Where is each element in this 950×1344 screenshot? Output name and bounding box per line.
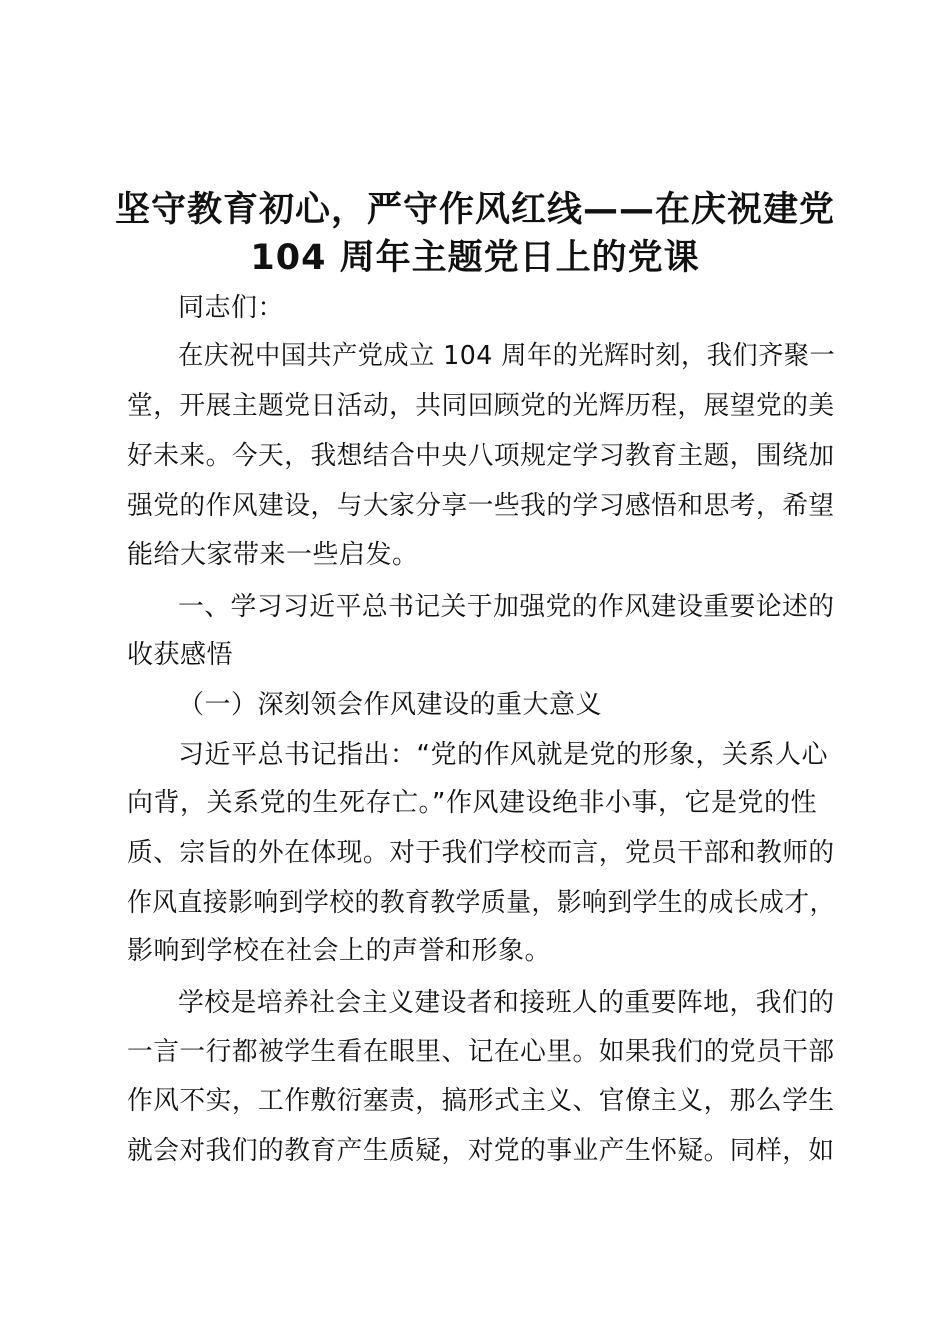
subsection-heading-1: （一）深刻领会作风建设的重大意义 xyxy=(178,690,603,720)
salutation: 同志们： xyxy=(178,293,285,323)
paragraph-1-line-3: 好未来。今天，我想结合中央八项规定学习教育主题，围绕加 xyxy=(127,441,835,471)
paragraph-1-line-4: 强党的作风建设，与大家分享一些我的学习感悟和思考，希望 xyxy=(127,491,835,521)
document-title-line-2: 104 周年主题党日上的党课 xyxy=(250,238,700,278)
paragraph-2-line-1: 习近平总书记指出：“党的作风就是党的形象，关系人心 xyxy=(178,740,828,770)
document-title-line-1: 坚守教育初心，严守作风红线——在庆祝建党 xyxy=(114,190,835,230)
paragraph-2-line-3: 质、宗旨的外在体现。对于我们学校而言，党员干部和教师的 xyxy=(127,838,835,868)
section-heading-1-line-1: 一、学习习近平总书记关于加强党的作风建设重要论述的 xyxy=(178,592,835,622)
paragraph-3-line-2: 一言一行都被学生看在眼里、记在心里。如果我们的党员干部 xyxy=(127,1037,835,1067)
paragraph-1-line-5: 能给大家带来一些启发。 xyxy=(127,540,419,570)
paragraph-1-line-2: 堂，开展主题党日活动，共同回顾党的光辉历程，展望党的美 xyxy=(127,391,835,421)
paragraph-2-line-2: 向背，关系党的生死存亡。”作风建设绝非小事，它是党的性 xyxy=(127,788,817,818)
paragraph-3-line-1: 学校是培养社会主义建设者和接班人的重要阵地，我们的 xyxy=(178,988,835,1018)
paragraph-2-line-5: 影响到学校在社会上的声誉和形象。 xyxy=(127,936,552,966)
paragraph-3-line-4: 就会对我们的教育产生质疑，对党的事业产生怀疑。同样，如 xyxy=(127,1136,835,1166)
paragraph-3-line-3: 作风不实，工作敷衍塞责，搞形式主义、官僚主义，那么学生 xyxy=(127,1086,835,1116)
paragraph-1-line-1: 在庆祝中国共产党成立 104 周年的光辉时刻，我们齐聚一 xyxy=(178,341,836,371)
section-heading-1-line-2: 收获感悟 xyxy=(127,640,234,670)
paragraph-2-line-4: 作风直接影响到学校的教育教学质量，影响到学生的成长成才， xyxy=(127,888,835,918)
